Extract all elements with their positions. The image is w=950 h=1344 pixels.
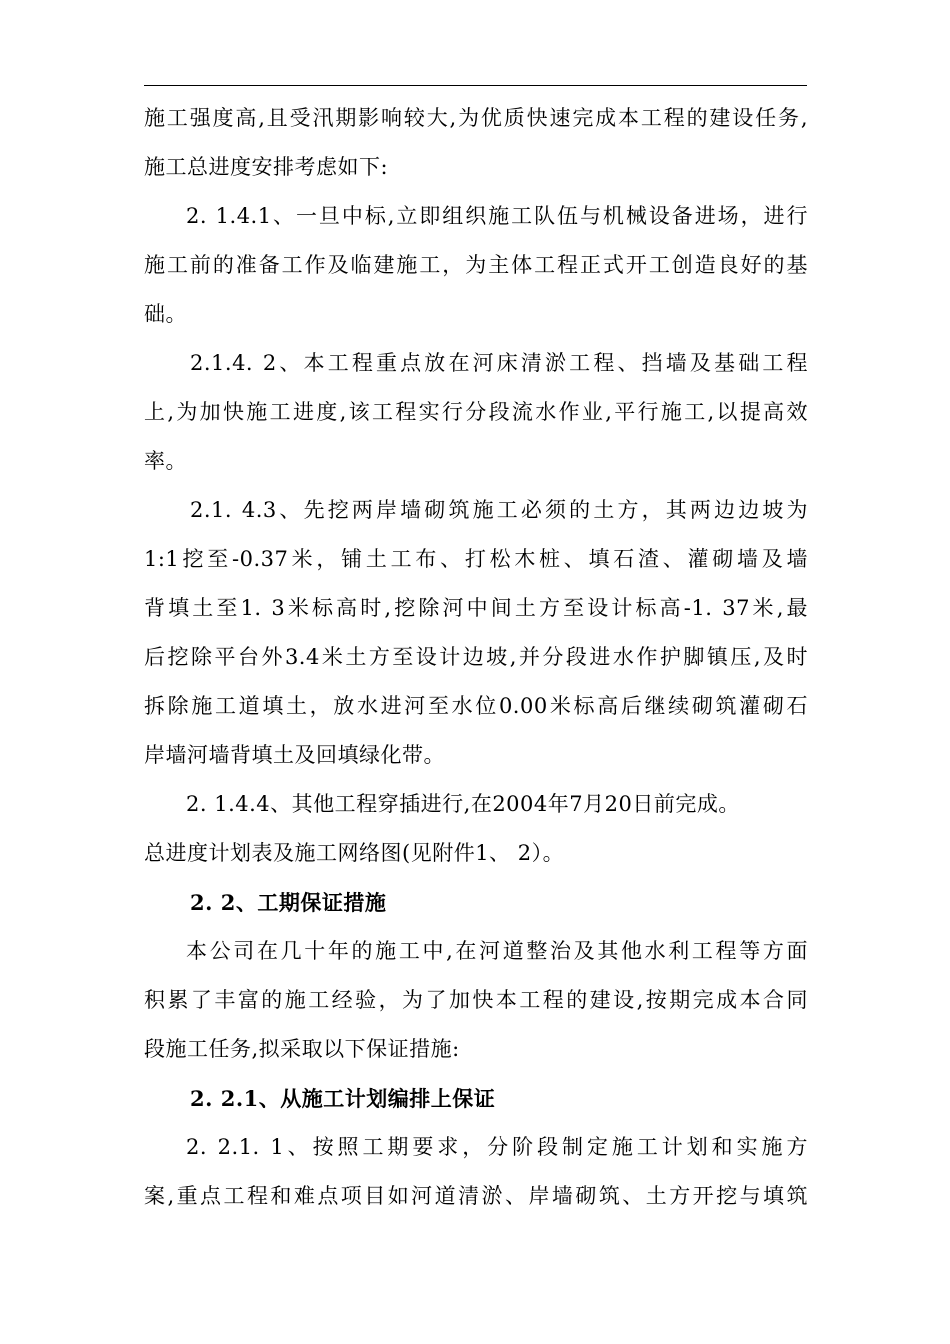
item-2-1-4-3-line-1: 2.1. 4.3、先挖两岸墙砌筑施工必须的土方，其两边边坡为 (190, 498, 808, 522)
item-2-1-4-3-line-2: 1:1挖至-0.37米，铺土工布、打松木桩、填石渣、灌砌墙及墙 (144, 547, 808, 571)
item-2-1-4-2-line-1: 2.1.4. 2、本工程重点放在河床清淤工程、挡墙及基础工程 (190, 351, 808, 375)
schedule-note-line: 总进度计划表及施工网络图(见附件1、 2）。 (144, 841, 565, 865)
item-2-2-1-1-line-2: 案,重点工程和难点项目如河道清淤、岸墙砌筑、土方开挖与填筑 (144, 1184, 808, 1208)
item-2-1-4-3-line-4: 后挖除平台外3.4米土方至设计边坡,并分段进水作护脚镇压,及时 (144, 645, 808, 669)
paragraph-line-2: 施工总进度安排考虑如下: (144, 155, 389, 179)
item-2-2-1-1-line-1: 2. 2.1. 1、按照工期要求，分阶段制定施工计划和实施方 (186, 1135, 808, 1159)
item-2-1-4-2-line-2: 上,为加快施工进度,该工程实行分段流水作业,平行施工,以提高效 (144, 400, 808, 424)
item-2-1-4-1-line-1: 2. 1.4.1、一旦中标,立即组织施工队伍与机械设备进场，进行 (186, 204, 808, 228)
item-2-1-4-1-line-3: 础。 (144, 302, 187, 326)
section-heading-2-2: 2. 2、工期保证措施 (190, 890, 387, 915)
item-2-1-4-2-line-3: 率。 (144, 449, 187, 473)
item-2-1-4-4-line-1: 2. 1.4.4、其他工程穿插进行,在2004年7月20日前完成。 (186, 792, 740, 816)
header-rule (144, 85, 807, 86)
section-2-2-intro-line-2: 积累了丰富的施工经验，为了加快本工程的建设,按期完成本合同 (144, 988, 808, 1012)
item-2-1-4-3-line-5: 拆除施工道填土，放水进河至水位0.00米标高后继续砌筑灌砌石 (144, 694, 808, 718)
item-2-1-4-1-line-2: 施工前的准备工作及临建施工，为主体工程正式开工创造良好的基 (144, 253, 808, 277)
paragraph-line-1: 施工强度高,且受汛期影响较大,为优质快速完成本工程的建设任务, (144, 106, 808, 130)
section-heading-2-2-1: 2. 2.1、从施工计划编排上保证 (190, 1086, 496, 1111)
document-body (144, 94, 808, 1221)
item-2-1-4-3-line-6: 岸墙河墙背填土及回填绿化带。 (144, 743, 445, 767)
section-2-2-intro-line-1: 本公司在几十年的施工中,在河道整治及其他水利工程等方面 (186, 939, 808, 963)
section-2-2-intro-line-3: 段施工任务,拟采取以下保证措施: (144, 1037, 460, 1061)
item-2-1-4-3-line-3: 背填土至1. 3米标高时,挖除河中间土方至设计标高-1. 37米,最 (144, 596, 808, 620)
